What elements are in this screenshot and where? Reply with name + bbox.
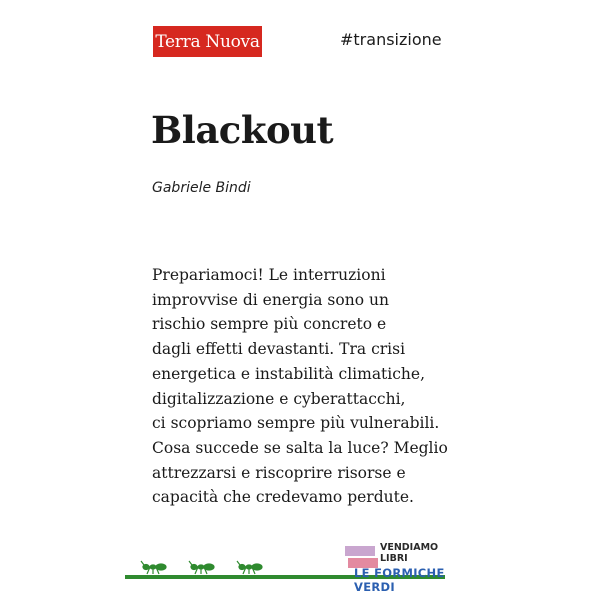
blurb-line: attrezzarsi e riscoprire risorse e [152,463,406,482]
book-title: Blackout [151,108,334,152]
seller-badge [340,540,448,594]
blurb-line: ci scopriamo sempre più vulnerabili. [152,414,440,433]
blurb-line: Prepariamoci! Le interruzioni [152,266,386,284]
series-tag: #transizione [340,30,442,49]
blurb-line: energetica e instabilità climatiche, [152,364,426,383]
badge-slogan [380,542,438,564]
badge-stripe [345,546,375,556]
ant-icon [237,561,262,574]
book-blurb [152,263,472,510]
badge-brand: LE FORMICHE VERDI [354,566,445,594]
blurb-line: dagli effetti devastanti. Tra crisi [152,340,406,359]
blurb-line: digitalizzazione e cyberattacchi, [152,389,406,408]
book-author: Gabriele Bindi [152,180,251,196]
badge-slogan-line: LIBRI [380,553,408,564]
badge-slogan-line: VENDIAMO [380,542,439,553]
ant-icon [189,561,214,574]
ant-icon [141,561,166,574]
blurb-line: Cosa succede se salta la luce? Meglio [152,438,448,457]
blurb-line: capacità che credevamo perdute. [152,488,414,507]
publisher-logo-text: Terra Nuova [155,31,260,52]
blurb-line: rischio sempre più concreto e [152,315,387,334]
publisher-logo [153,26,262,57]
blurb-line: improvvise di energia sono un [152,290,389,309]
